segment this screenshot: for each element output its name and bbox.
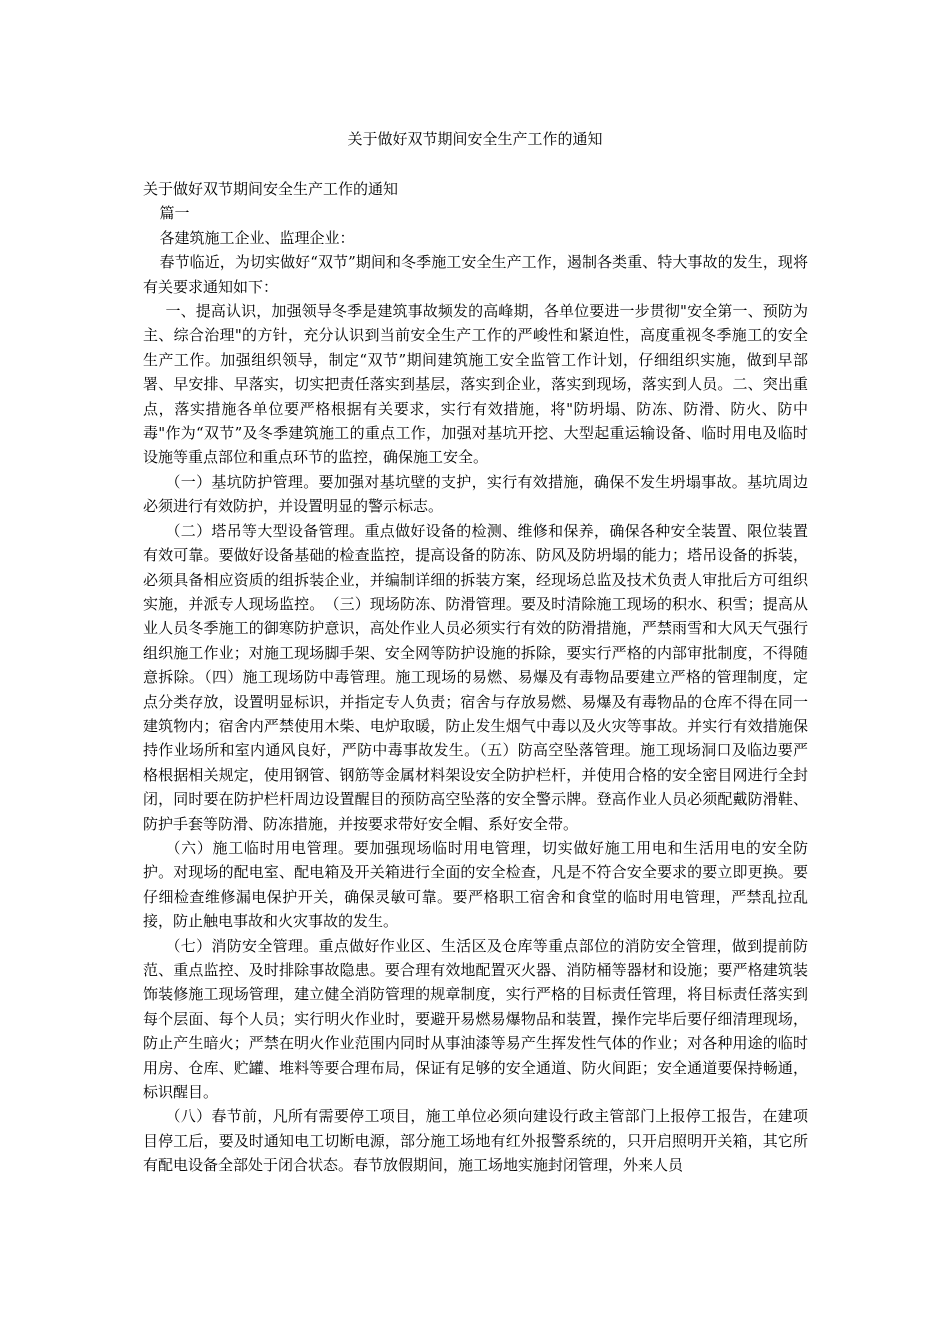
- paragraph: （八）春节前，凡所有需要停工项目，施工单位必须向建设行政主管部门上报停工报告，在建项目停工后，要及时通知电工切断电源，部分施工场地有红外报警系统的，只开启照明开关箱，其它所有配电设备全部处于闭合状态。春节放假期间，施工场地实施封闭管理，外来人员: [143, 1107, 808, 1175]
- paragraph: （七）消防安全管理。重点做好作业区、生活区及仓库等重点部位的消防安全管理，做到提前防范、重点监控、及时排除事故隐患。要合理有效地配置灭火器、消防桶等器材和设施；要严格建筑装饰装修施工现场管理，建立健全消防管理的规章制度，实行严格的目标责任管理，将目标责任落实到每个层面、每个人员；实行明火作业时，要避开易燃易爆物品和装置，操作完毕后要仔细清理现场，防止产生暗火；严禁在明火作业范围内同时从事油漆等易产生挥发性气体的作业；对各种用途的临时用房、仓库、贮罐、堆料等要合理布局，保证有足够的安全通道、防火间距；安全通道要保持畅通，标识醒目。: [143, 936, 808, 1102]
- document-heading: 关于做好双节期间安全生产工作的通知: [143, 180, 399, 198]
- section-label: 篇一: [159, 204, 190, 223]
- salutation: 各建筑施工企业、监理企业：: [159, 228, 355, 247]
- paragraph: 一、提高认识，加强领导冬季是建筑事故频发的高峰期，各单位要进一步贯彻"安全第一、预防为主、综合治理"的方针，充分认识到当前安全生产工作的严峻性和紧迫性，高度重视冬季施工的安全生产工作。加强组织领导，制定“双节”期间建筑施工安全监管工作计划，仔细组织实施，做到早部署、早安排、早落实，切实把责任落实到基层，落实到企业，落实到现场，落实到人员。二、突出重点，落实措施各单位要严格根据有关要求，实行有效措施，将"防坍塌、防冻、防滑、防火、防中毒"作为“双节”及冬季建筑施工的重点工作，加强对基坑开挖、大型起重运输设备、临时用电及临时设施等重点部位和重点环节的监控，确保施工安全。: [143, 302, 808, 467]
- document-body: [143, 177, 808, 1178]
- paragraph: （一）基坑防护管理。要加强对基坑壁的支护，实行有效措施，确保不发生坍塌事故。基坑周边必须进行有效防护，并设置明显的警示标志。: [143, 472, 808, 516]
- paragraph: 春节临近，为切实做好“双节”期间和冬季施工安全生产工作，遏制各类重、特大事故的发生，现将有关要求通知如下：: [143, 253, 808, 296]
- paragraph: （六）施工临时用电管理。要加强现场临时用电管理，切实做好施工用电和生活用电的安全防护。对现场的配电室、配电箱及开关箱进行全面的安全检查，凡是不符合安全要求的要立即更换。要仔细检查维修漏电保护开关，确保灵敏可靠。要严格职工宿舍和食堂的临时用电管理，严禁乱拉乱接，防止触电事故和火灾事故的发生。: [143, 838, 808, 931]
- document-title: 关于做好双节期间安全生产工作的通知: [347, 130, 603, 148]
- paragraph: （二）塔吊等大型设备管理。重点做好设备的检测、维修和保养，确保各种安全装置、限位装置有效可靠。要做好设备基础的检查监控，提高设备的防冻、防风及防坍塌的能力；塔吊设备的拆装，必须具备相应资质的组拆装企业，并编制详细的拆装方案，经现场总监及技术负责人审批后方可组织实施，并派专人现场监控。 （三）现场防冻、防滑管理。要及时清除施工现场的积水、积雪；提高从业人员冬季施工的御寒防护意识，高处作业人员必须实行有效的防滑措施，严禁雨雪和大风天气强行组织施工作业；对施工现场脚手架、安全网等防护设施的拆除，要实行严格的内部审批制度，不得随意拆除。（四）施工现场防中毒管理。施工现场的易燃、易爆及有毒物品要建立严格的管理制度，定点分类存放，设置明显标识，并指定专人负责；宿舍与存放易燃、易爆及有毒物品的仓库不得在同一建筑物内；宿舍内严禁使用木柴、电炉取暖，防止发生烟气中毒以及火灾等事故。并实行有效措施保持作业场所和室内通风良好，严防中毒事故发生。（五）防高空坠落管理。施工现场洞口及临边要严格根据相关规定，使用钢管、钢筋等金属材料架设安全防护栏杆，并使用合格的安全密目网进行全封闭，同时要在防护栏杆周边设置醒目的预防高空坠落的安全警示牌。登高作业人员必须配戴防滑鞋、防护手套等防滑、防冻措施，并按要求带好安全帽、系好安全带。: [143, 521, 808, 833]
